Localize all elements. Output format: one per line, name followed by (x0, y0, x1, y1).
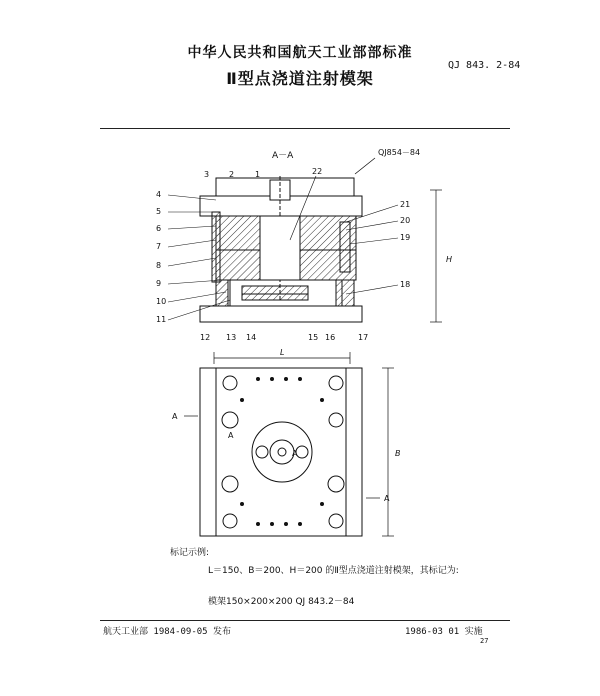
effective-date: 1986-03 01 实施 (405, 627, 483, 637)
callouts-left (156, 190, 166, 324)
callout-11: 11 (156, 315, 167, 324)
callouts-top (204, 167, 322, 179)
callout-9: 9 (156, 279, 162, 288)
bottom-rule (100, 620, 510, 621)
dim-H-label: H (446, 255, 453, 264)
callout-17: 17 (358, 333, 369, 342)
callout-19: 19 (400, 233, 411, 242)
callout-8: 8 (156, 261, 162, 270)
callouts-right (400, 200, 410, 289)
callout-22: 22 (312, 167, 323, 176)
callout-10: 10 (156, 297, 167, 306)
callout-12: 12 (200, 333, 211, 342)
document-title: Ⅱ型点浇道注射模架 (226, 69, 374, 88)
page-number: 27 (480, 637, 489, 645)
callout-20: 20 (400, 216, 411, 225)
callout-6: 6 (156, 224, 162, 233)
standard-code: QJ 843. 2-84 (448, 60, 521, 71)
callout-5: 5 (156, 207, 162, 216)
plan-view (200, 368, 362, 536)
plan-marker-inner-b: A (292, 449, 298, 458)
callout-18: 18 (400, 280, 411, 289)
dim-B-label: B (395, 449, 401, 458)
callout-16: 16 (325, 333, 336, 342)
callout-3: 3 (204, 170, 210, 179)
section-view (200, 176, 362, 322)
callout-1: 1 (255, 170, 261, 179)
plan-marker-right: A (384, 494, 390, 503)
callout-14: 14 (246, 333, 257, 342)
callout-4: 4 (156, 190, 162, 199)
plan-marker-left: A (172, 412, 178, 421)
section-label: A－A (272, 151, 294, 161)
callouts-bottom (200, 333, 368, 342)
example-text: L＝150、B＝200、H＝200 的Ⅱ型点浇道注射模架，其标记为: (208, 566, 459, 576)
callout-7: 7 (156, 242, 162, 251)
standard-organization: 中华人民共和国航天工业部部标准 (187, 45, 413, 61)
dim-L-label: L (280, 348, 285, 357)
marking-example: 模架150×200×200 QJ 843.2－84 (208, 597, 355, 607)
callout-13: 13 (226, 333, 237, 342)
issue-info: 航天工业部 1984-09-05 发布 (103, 627, 232, 637)
callout-21: 21 (400, 200, 411, 209)
plan-marker-inner-a: A (228, 431, 234, 440)
callout-15: 15 (308, 333, 319, 342)
dimension-B (382, 368, 394, 536)
callout-2: 2 (229, 170, 235, 179)
reference-code: QJ854－84 (378, 148, 421, 157)
example-label: 标记示例: (170, 548, 210, 558)
dimension-H (430, 190, 442, 322)
